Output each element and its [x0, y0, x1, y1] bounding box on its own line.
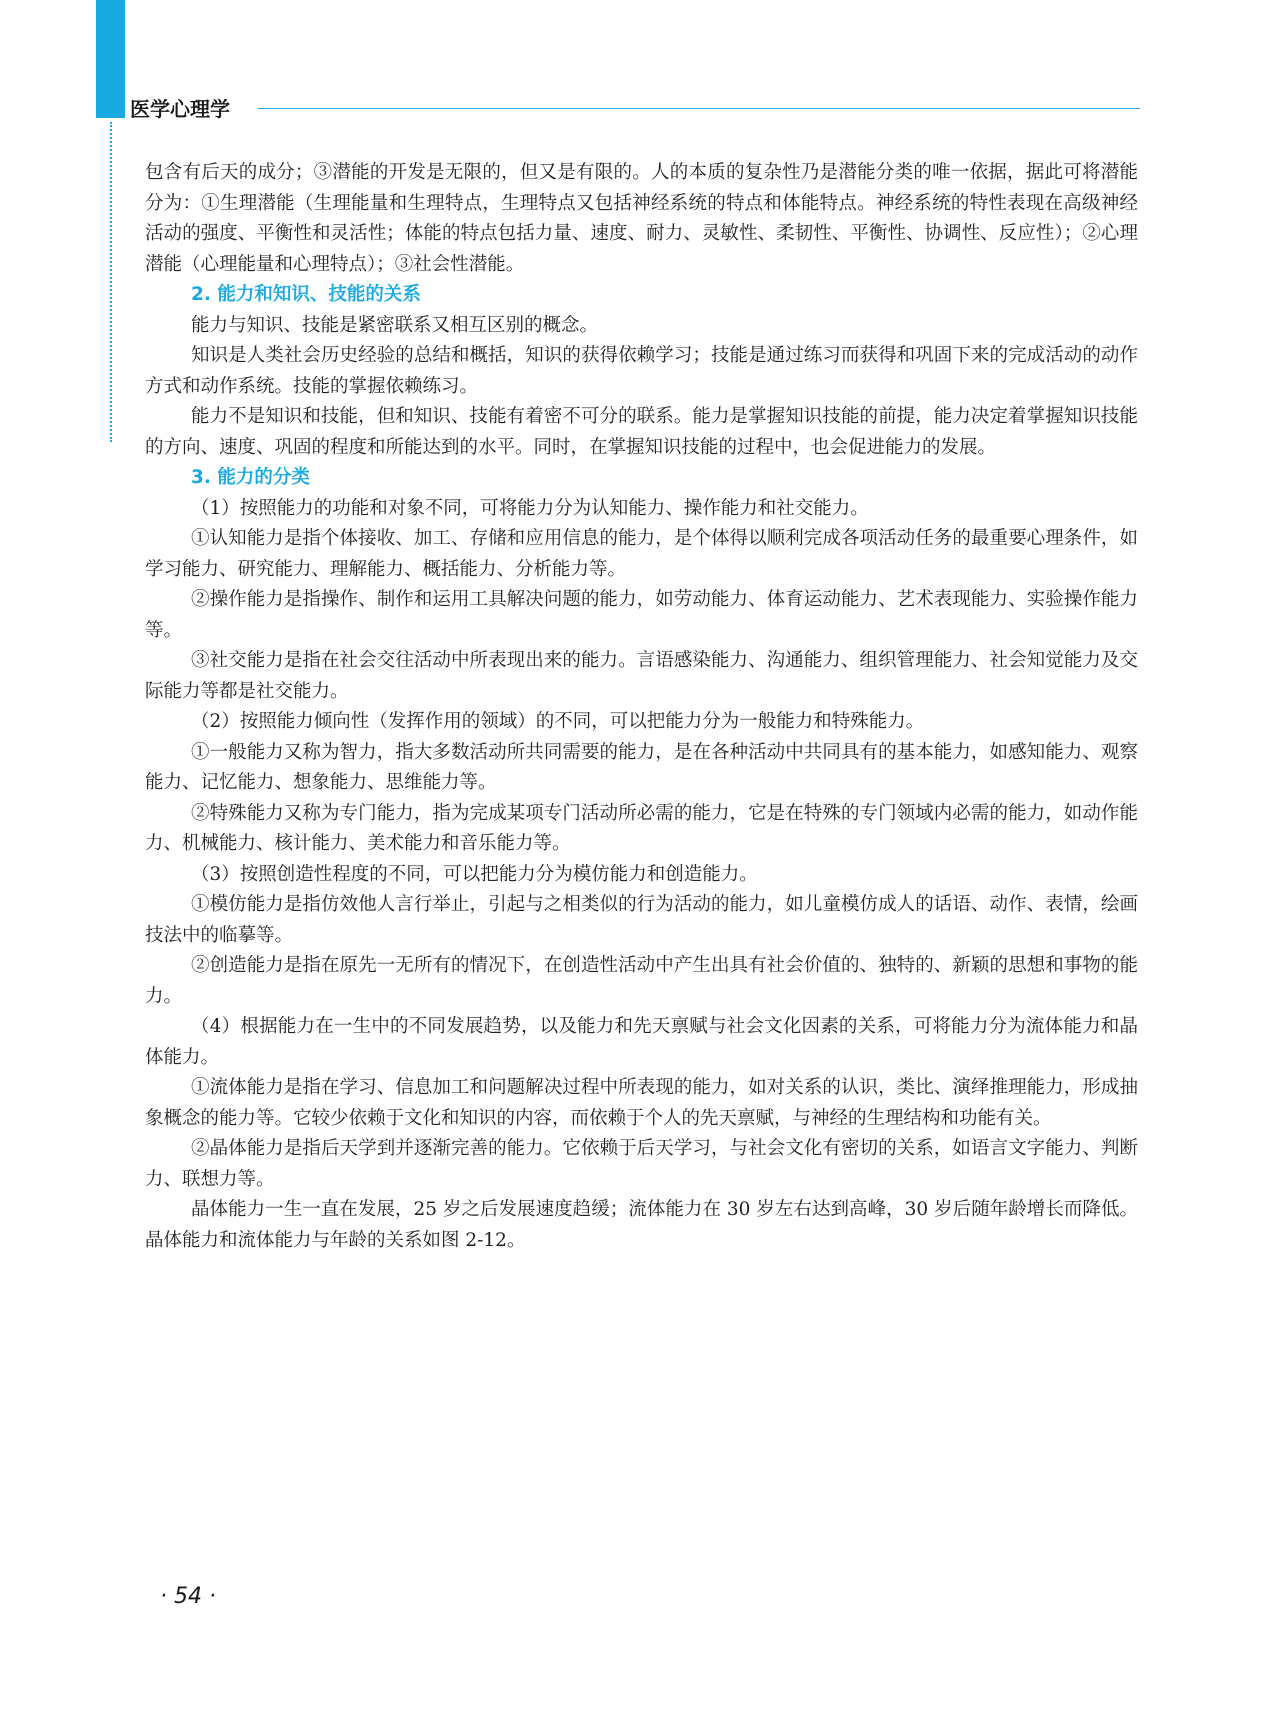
paragraph: ①模仿能力是指仿效他人言行举止，引起与之相类似的行为活动的能力，如儿童模仿成人的话语、动作、表情，绘画技法中的临摹等。	[145, 894, 1138, 946]
paragraph: ③社交能力是指在社会交往活动中所表现出来的能力。言语感染能力、沟通能力、组织管理能力、社会知觉能力及交际能力等都是社交能力。	[145, 650, 1138, 702]
paragraph: 知识是人类社会历史经验的总结和概括，知识的获得依赖学习；技能是通过练习而获得和巩固下来的完成活动的动作方式和动作系统。技能的掌握依赖练习。	[145, 345, 1138, 397]
header-accent-tab	[96, 0, 125, 118]
section-heading: 2. 能力和知识、技能的关系	[191, 284, 421, 305]
paragraph: （3）按照创造性程度的不同，可以把能力分为模仿能力和创造能力。	[191, 863, 758, 885]
margin-dotted-rule	[110, 122, 112, 442]
paragraph: ①认知能力是指个体接收、加工、存储和应用信息的能力，是个体得以顺利完成各项活动任务的最重要心理条件，如学习能力、研究能力、理解能力、概括能力、分析能力等。	[145, 528, 1138, 580]
paragraph: 能力不是知识和技能，但和知识、技能有着密不可分的联系。能力是掌握知识技能的前提，能力决定着掌握知识技能的方向、速度、巩固的程度和所能达到的水平。同时，在掌握知识技能的过程中，也会促进能力的发展。	[145, 406, 1138, 458]
paragraph: （1）按照能力的功能和对象不同，可将能力分为认知能力、操作能力和社交能力。	[191, 497, 869, 519]
header-rule	[258, 108, 1140, 109]
paragraph: （2）按照能力倾向性（发挥作用的领域）的不同，可以把能力分为一般能力和特殊能力。	[191, 711, 925, 732]
paragraph: ①一般能力又称为智力，指大多数活动所共同需要的能力，是在各种活动中共同具有的基本能力，如感知能力、观察能力、记忆能力、想象能力、思维能力等。	[145, 741, 1138, 793]
paragraph: ②操作能力是指操作、制作和运用工具解决问题的能力，如劳动能力、体育运动能力、艺术表现能力、实验操作能力等。	[145, 589, 1138, 641]
paragraph: ②创造能力是指在原先一无所有的情况下，在创造性活动中产生出具有社会价值的、独特的、新颖的思想和事物的能力。	[145, 955, 1138, 1007]
paragraph: （4）根据能力在一生中的不同发展趋势，以及能力和先天禀赋与社会文化因素的关系，可将能力分为流体能力和晶体能力。	[145, 1016, 1138, 1068]
paragraph: ①流体能力是指在学习、信息加工和问题解决过程中所表现的能力，如对关系的认识，类比、演绎推理能力，形成抽象概念的能力等。它较少依赖于文化和知识的内容，而依赖于个人的先天禀赋，与神经的生理结构和功能有关。	[145, 1077, 1138, 1129]
paragraph: ②特殊能力又称为专门能力，指为完成某项专门活动所必需的能力，它是在特殊的专门领域内必需的能力，如动作能力、机械能力、核计能力、美术能力和音乐能力等。	[145, 802, 1138, 854]
paragraph: 能力与知识、技能是紧密联系又相互区别的概念。	[191, 314, 599, 336]
page-number: · 54 ·	[160, 1584, 216, 1609]
body-text	[145, 158, 1138, 1256]
paragraph: ②晶体能力是指后天学到并逐渐完善的能力。它依赖于后天学习，与社会文化有密切的关系，如语言文字能力、判断力、联想力等。	[145, 1138, 1138, 1190]
paragraph: 晶体能力一生一直在发展，25 岁之后发展速度趋缓；流体能力在 30 岁左右达到高峰，30 岁后随年龄增长而降低。晶体能力和流体能力与年龄的关系如图 2-12。	[145, 1199, 1138, 1251]
section-heading: 3. 能力的分类	[191, 467, 310, 488]
running-title: 医学心理学	[130, 96, 240, 122]
paragraph: 包含有后天的成分；③潜能的开发是无限的，但又是有限的。人的本质的复杂性乃是潜能分类的唯一依据，据此可将潜能分为：①生理潜能（生理能量和生理特点，生理特点又包括神经系统的特点和体能特点。神经系统的特性表现在高级神经活动的强度、平衡性和灵活性；体能的特点包括力量、速度、耐力、灵敏性、柔韧性、平衡性、协调性、反应性）；②心理潜能（心理能量和心理特点）；③社会性潜能。	[145, 162, 1138, 275]
